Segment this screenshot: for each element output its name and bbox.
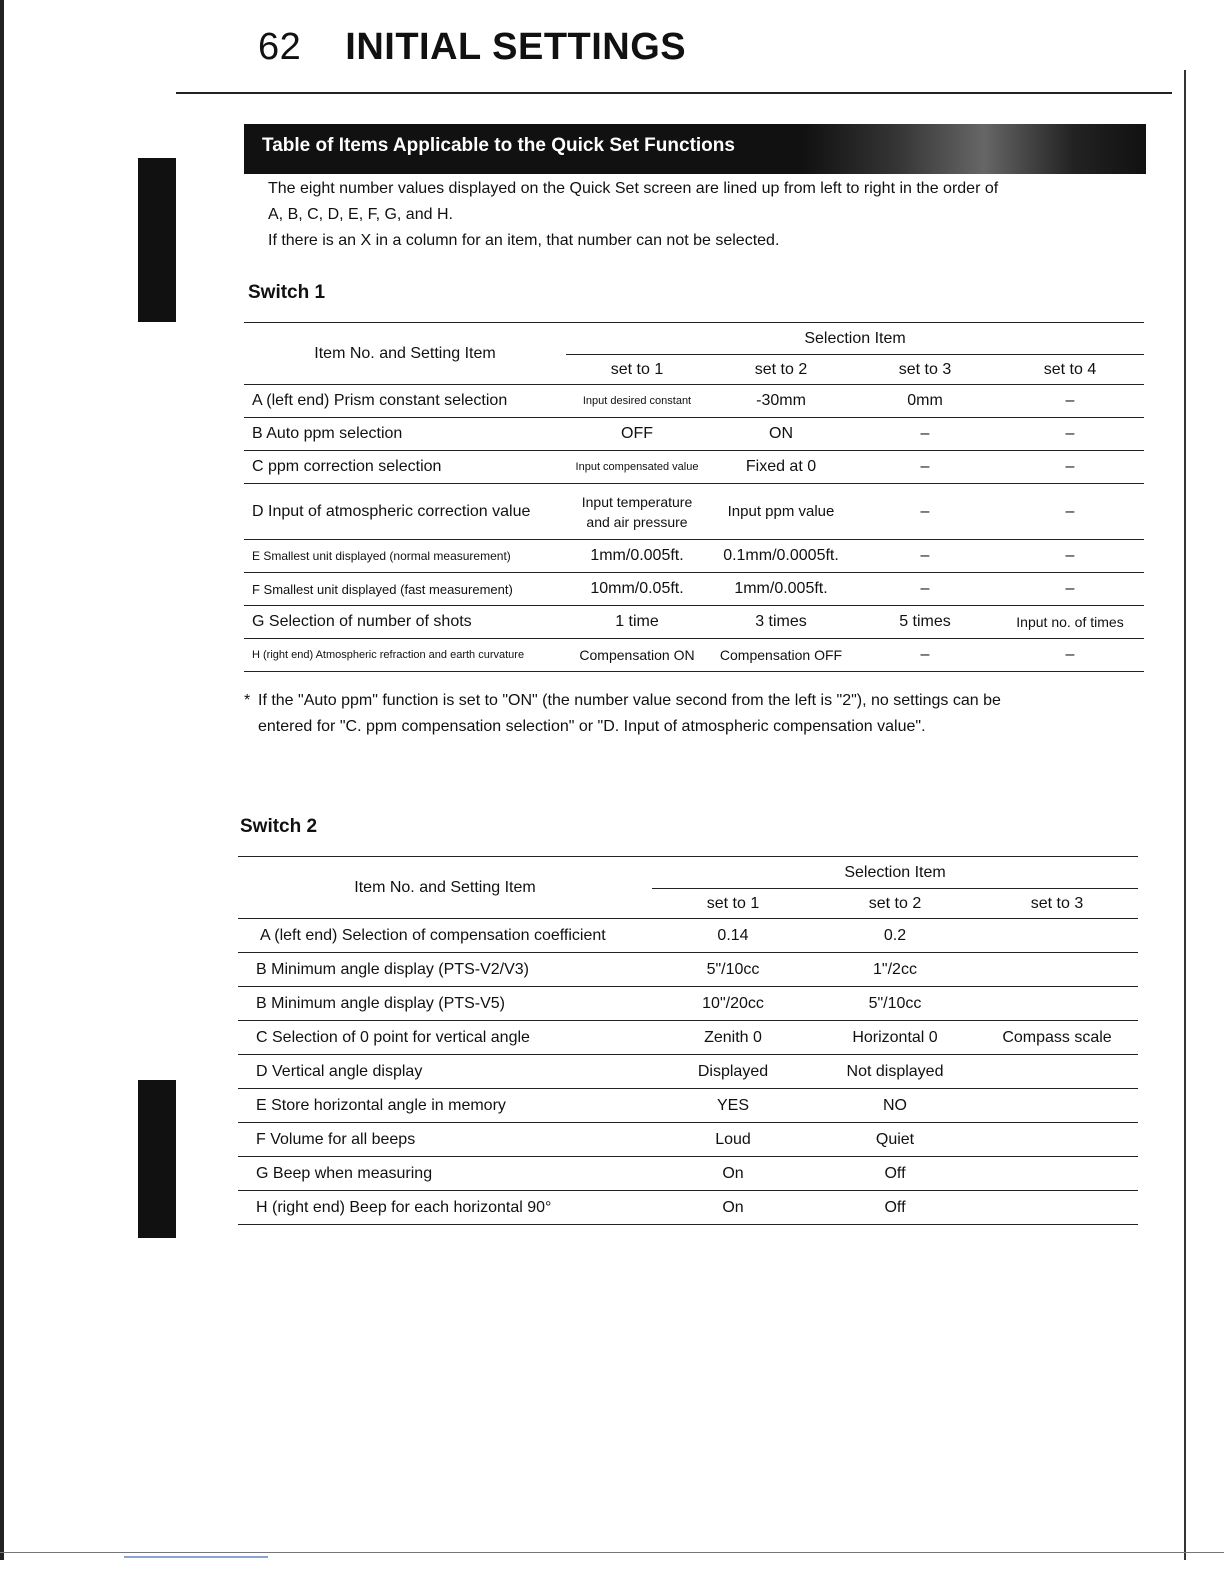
row-value: On bbox=[652, 1157, 814, 1191]
intro-text bbox=[268, 176, 1148, 254]
page-number: 62 bbox=[258, 26, 302, 68]
table-row bbox=[238, 1021, 1138, 1055]
row-value: 3 times bbox=[708, 606, 854, 639]
row-value: – bbox=[996, 540, 1144, 573]
row-value: 5 times bbox=[854, 606, 996, 639]
row-item: A (left end) Prism constant selection bbox=[244, 385, 566, 418]
row-item: D Input of atmospheric correction value bbox=[244, 484, 566, 540]
row-item: D Vertical angle display bbox=[238, 1055, 652, 1089]
row-value bbox=[976, 953, 1138, 987]
row-value: 0.2 bbox=[814, 919, 976, 953]
table-row bbox=[244, 385, 1144, 418]
section-banner: Table of Items Applicable to the Quick Set Functions bbox=[244, 124, 1146, 174]
row-item: F Smallest unit displayed (fast measurement) bbox=[244, 573, 566, 606]
row-value bbox=[976, 919, 1138, 953]
row-value bbox=[976, 1191, 1138, 1225]
switch2-header-selection: Selection Item bbox=[652, 857, 1138, 889]
scan-right-edge bbox=[1184, 70, 1186, 1560]
row-item: B Auto ppm selection bbox=[244, 418, 566, 451]
row-item: B Minimum angle display (PTS-V5) bbox=[238, 987, 652, 1021]
table-row bbox=[244, 573, 1144, 606]
row-value: Horizontal 0 bbox=[814, 1021, 976, 1055]
row-value: NO bbox=[814, 1089, 976, 1123]
switch2-table bbox=[238, 856, 1138, 1225]
switch2-col-3: set to 3 bbox=[976, 889, 1138, 919]
row-item: C Selection of 0 point for vertical angle bbox=[238, 1021, 652, 1055]
table-row bbox=[244, 451, 1144, 484]
row-value: Fixed at 0 bbox=[708, 451, 854, 484]
intro-line: A, B, C, D, E, F, G, and H. bbox=[268, 206, 453, 223]
page-header bbox=[258, 26, 686, 69]
row-value: – bbox=[996, 451, 1144, 484]
switch1-footnote bbox=[244, 688, 1144, 740]
row-item: E Smallest unit displayed (normal measurement) bbox=[244, 540, 566, 573]
footnote-line: entered for "C. ppm compensation selection" or "D. Input of atmospheric compensation value". bbox=[258, 718, 926, 735]
table-row bbox=[244, 606, 1144, 639]
bottom-scan-mark bbox=[124, 1556, 268, 1558]
row-item: H (right end) Beep for each horizontal 90° bbox=[238, 1191, 652, 1225]
row-item: G Selection of number of shots bbox=[244, 606, 566, 639]
row-value bbox=[976, 1123, 1138, 1157]
row-item: B Minimum angle display (PTS-V2/V3) bbox=[238, 953, 652, 987]
row-value: On bbox=[652, 1191, 814, 1225]
row-value: – bbox=[854, 451, 996, 484]
row-value: 0mm bbox=[854, 385, 996, 418]
row-value: Compensation OFF bbox=[708, 639, 854, 672]
row-item: C ppm correction selection bbox=[244, 451, 566, 484]
table-row bbox=[244, 540, 1144, 573]
switch2-col-1: set to 1 bbox=[652, 889, 814, 919]
row-value: – bbox=[996, 484, 1144, 540]
row-value: Input compensated value bbox=[566, 451, 708, 484]
row-value: 5"/10cc bbox=[652, 953, 814, 987]
table-row bbox=[238, 987, 1138, 1021]
switch2-title: Switch 2 bbox=[240, 816, 318, 837]
table-row bbox=[238, 1089, 1138, 1123]
row-value: Zenith 0 bbox=[652, 1021, 814, 1055]
table-row bbox=[244, 639, 1144, 672]
row-value: 5"/10cc bbox=[814, 987, 976, 1021]
thumb-index-tab-top bbox=[138, 158, 176, 322]
intro-line: If there is an X in a column for an item, that number can not be selected. bbox=[268, 232, 780, 249]
row-value: YES bbox=[652, 1089, 814, 1123]
row-value: – bbox=[854, 418, 996, 451]
row-value: – bbox=[996, 418, 1144, 451]
row-value: 1mm/0.005ft. bbox=[566, 540, 708, 573]
row-value: Displayed bbox=[652, 1055, 814, 1089]
switch1-title: Switch 1 bbox=[248, 282, 326, 303]
row-value: Compass scale bbox=[976, 1021, 1138, 1055]
row-item: F Volume for all beeps bbox=[238, 1123, 652, 1157]
switch2-header-item: Item No. and Setting Item bbox=[238, 857, 652, 919]
footnote-marker: * bbox=[244, 692, 251, 709]
switch1-header-selection: Selection Item bbox=[566, 323, 1144, 355]
row-value: Off bbox=[814, 1191, 976, 1225]
row-value-line: Input temperature bbox=[581, 493, 693, 510]
row-value: -30mm bbox=[708, 385, 854, 418]
table-row bbox=[238, 1191, 1138, 1225]
row-item: E Store horizontal angle in memory bbox=[238, 1089, 652, 1123]
row-value bbox=[976, 1055, 1138, 1089]
row-value: – bbox=[854, 484, 996, 540]
row-value: – bbox=[854, 573, 996, 606]
row-value: 0.14 bbox=[652, 919, 814, 953]
table-row bbox=[238, 1055, 1138, 1089]
row-item: A (left end) Selection of compensation coefficient bbox=[238, 919, 652, 953]
row-value: 1mm/0.005ft. bbox=[708, 573, 854, 606]
row-value: Input desired constant bbox=[566, 385, 708, 418]
row-value: 0.1mm/0.0005ft. bbox=[708, 540, 854, 573]
table-row bbox=[244, 418, 1144, 451]
row-item: H (right end) Atmospheric refraction and earth curvature bbox=[244, 639, 566, 672]
switch1-col-3: set to 3 bbox=[854, 355, 996, 385]
row-value: OFF bbox=[566, 418, 708, 451]
table-row bbox=[244, 484, 1144, 540]
table-row bbox=[238, 1123, 1138, 1157]
row-value: Compensation ON bbox=[566, 639, 708, 672]
switch1-col-4: set to 4 bbox=[996, 355, 1144, 385]
row-value: – bbox=[996, 639, 1144, 672]
row-value: – bbox=[996, 385, 1144, 418]
row-value bbox=[566, 484, 708, 540]
row-value: 1 time bbox=[566, 606, 708, 639]
row-value bbox=[976, 1157, 1138, 1191]
intro-line: The eight number values displayed on the Quick Set screen are lined up from left to right in the order of bbox=[268, 180, 999, 197]
table-row bbox=[238, 1157, 1138, 1191]
switch2-col-2: set to 2 bbox=[814, 889, 976, 919]
scan-left-edge bbox=[0, 0, 4, 1560]
row-value: Input no. of times bbox=[996, 606, 1144, 639]
row-value: 10"/20cc bbox=[652, 987, 814, 1021]
row-value: Not displayed bbox=[814, 1055, 976, 1089]
row-value: – bbox=[996, 573, 1144, 606]
footnote-line: If the "Auto ppm" function is set to "ON" (the number value second from the left is "2"), no settings can be bbox=[258, 692, 1001, 709]
row-value: Quiet bbox=[814, 1123, 976, 1157]
row-value-line: and air pressure bbox=[586, 513, 688, 530]
row-value: – bbox=[854, 639, 996, 672]
row-value: 1"/2cc bbox=[814, 953, 976, 987]
table-row bbox=[238, 919, 1138, 953]
switch1-col-2: set to 2 bbox=[708, 355, 854, 385]
bottom-scan-line bbox=[0, 1552, 1224, 1553]
row-value: Loud bbox=[652, 1123, 814, 1157]
row-value: 10mm/0.05ft. bbox=[566, 573, 708, 606]
row-value bbox=[976, 987, 1138, 1021]
switch1-table bbox=[244, 322, 1144, 672]
switch1-col-1: set to 1 bbox=[566, 355, 708, 385]
row-value: – bbox=[854, 540, 996, 573]
switch1-header-item: Item No. and Setting Item bbox=[244, 323, 566, 385]
thumb-index-tab-bottom bbox=[138, 1080, 176, 1238]
header-rule bbox=[176, 92, 1172, 94]
row-value: Off bbox=[814, 1157, 976, 1191]
page-title: INITIAL SETTINGS bbox=[345, 26, 687, 68]
row-value bbox=[976, 1089, 1138, 1123]
row-item: G Beep when measuring bbox=[238, 1157, 652, 1191]
table-row bbox=[238, 953, 1138, 987]
row-value: Input ppm value bbox=[708, 484, 854, 540]
row-value: ON bbox=[708, 418, 854, 451]
